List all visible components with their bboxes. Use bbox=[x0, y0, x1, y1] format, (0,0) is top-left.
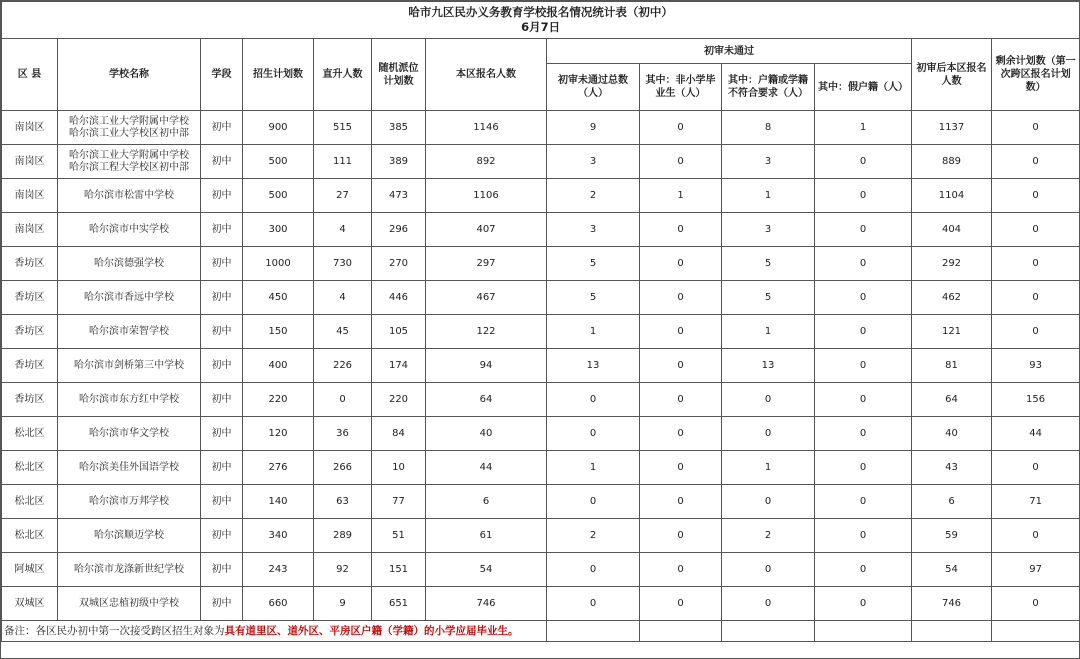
cell-remaining: 97 bbox=[992, 553, 1080, 587]
cell-school bbox=[58, 281, 201, 315]
cell-stage: 初中 bbox=[201, 179, 243, 213]
cell-failed-total: 5 bbox=[547, 247, 640, 281]
cell-direct: 289 bbox=[314, 519, 372, 553]
cell-direct: 515 bbox=[314, 111, 372, 145]
note-empty-cell bbox=[547, 621, 640, 642]
cell-failed-total: 0 bbox=[547, 587, 640, 621]
header-after-review: 初审后本区报名人数 bbox=[912, 39, 992, 111]
cell-local-apply: 407 bbox=[426, 213, 547, 247]
header-failed-group: 初审未通过 bbox=[547, 39, 912, 64]
school-name-line: 哈尔滨市龙涤新世纪学校 bbox=[74, 563, 184, 575]
note-empty-cell bbox=[992, 621, 1080, 642]
cell-random: 151 bbox=[372, 553, 426, 587]
table-row bbox=[2, 519, 1080, 553]
cell-local-apply: 1106 bbox=[426, 179, 547, 213]
cell-plan: 340 bbox=[243, 519, 314, 553]
cell-stage: 初中 bbox=[201, 111, 243, 145]
cell-district: 南岗区 bbox=[2, 111, 58, 145]
cell-fake-hukou: 0 bbox=[815, 281, 912, 315]
school-name-line: 哈尔滨工程大学校区初中部 bbox=[69, 161, 189, 173]
cell-after-review: 40 bbox=[912, 417, 992, 451]
cell-hukou: 1 bbox=[722, 451, 815, 485]
cell-plan: 500 bbox=[243, 179, 314, 213]
cell-district: 双城区 bbox=[2, 587, 58, 621]
cell-failed-total: 2 bbox=[547, 519, 640, 553]
cell-local-apply: 122 bbox=[426, 315, 547, 349]
cell-direct: 45 bbox=[314, 315, 372, 349]
cell-random: 220 bbox=[372, 383, 426, 417]
table-row bbox=[2, 349, 1080, 383]
cell-hukou: 5 bbox=[722, 281, 815, 315]
cell-plan: 150 bbox=[243, 315, 314, 349]
cell-non-grad: 0 bbox=[640, 587, 722, 621]
table-row bbox=[2, 315, 1080, 349]
cell-random: 473 bbox=[372, 179, 426, 213]
cell-stage: 初中 bbox=[201, 519, 243, 553]
cell-direct: 63 bbox=[314, 485, 372, 519]
cell-non-grad: 0 bbox=[640, 519, 722, 553]
cell-plan: 220 bbox=[243, 383, 314, 417]
cell-random: 105 bbox=[372, 315, 426, 349]
cell-plan: 140 bbox=[243, 485, 314, 519]
table-row bbox=[2, 213, 1080, 247]
header-local-apply: 本区报名人数 bbox=[426, 39, 547, 111]
cell-after-review: 81 bbox=[912, 349, 992, 383]
table-title: 哈市九区民办义务教育学校报名情况统计表（初中） bbox=[408, 5, 673, 19]
table-row bbox=[2, 451, 1080, 485]
cell-hukou: 5 bbox=[722, 247, 815, 281]
header-non-grad: 其中：非小学毕业生（人） bbox=[640, 64, 722, 111]
cell-random: 10 bbox=[372, 451, 426, 485]
cell-non-grad: 0 bbox=[640, 417, 722, 451]
table-row bbox=[2, 111, 1080, 145]
cell-direct: 226 bbox=[314, 349, 372, 383]
cell-school bbox=[58, 587, 201, 621]
cell-non-grad: 0 bbox=[640, 485, 722, 519]
cell-district: 香坊区 bbox=[2, 383, 58, 417]
cell-after-review: 746 bbox=[912, 587, 992, 621]
cell-failed-total: 0 bbox=[547, 417, 640, 451]
cell-stage: 初中 bbox=[201, 145, 243, 179]
cell-failed-total: 0 bbox=[547, 485, 640, 519]
cell-non-grad: 0 bbox=[640, 383, 722, 417]
cell-after-review: 59 bbox=[912, 519, 992, 553]
cell-random: 446 bbox=[372, 281, 426, 315]
cell-non-grad: 0 bbox=[640, 111, 722, 145]
note-empty-cell bbox=[912, 621, 992, 642]
cell-direct: 36 bbox=[314, 417, 372, 451]
header-hukou: 其中：户籍或学籍不符合要求（人） bbox=[722, 64, 815, 111]
cell-non-grad: 1 bbox=[640, 179, 722, 213]
cell-plan: 500 bbox=[243, 145, 314, 179]
cell-hukou: 3 bbox=[722, 213, 815, 247]
cell-district: 香坊区 bbox=[2, 281, 58, 315]
table-row bbox=[2, 145, 1080, 179]
cell-local-apply: 64 bbox=[426, 383, 547, 417]
school-name-line: 哈尔滨工业大学附属中学校 bbox=[69, 149, 189, 161]
cell-school bbox=[58, 349, 201, 383]
cell-school bbox=[58, 213, 201, 247]
cell-failed-total: 2 bbox=[547, 179, 640, 213]
cell-remaining: 0 bbox=[992, 111, 1080, 145]
cell-district: 阿城区 bbox=[2, 553, 58, 587]
header-stage: 学段 bbox=[201, 39, 243, 111]
cell-non-grad: 0 bbox=[640, 281, 722, 315]
cell-fake-hukou: 0 bbox=[815, 451, 912, 485]
cell-fake-hukou: 0 bbox=[815, 315, 912, 349]
cell-hukou: 0 bbox=[722, 485, 815, 519]
cell-fake-hukou: 0 bbox=[815, 179, 912, 213]
cell-hukou: 13 bbox=[722, 349, 815, 383]
cell-after-review: 1104 bbox=[912, 179, 992, 213]
school-name-line: 哈尔滨美佳外国语学校 bbox=[79, 461, 179, 473]
cell-local-apply: 297 bbox=[426, 247, 547, 281]
cell-after-review: 889 bbox=[912, 145, 992, 179]
cell-direct: 111 bbox=[314, 145, 372, 179]
cell-direct: 266 bbox=[314, 451, 372, 485]
cell-after-review: 43 bbox=[912, 451, 992, 485]
school-name-line: 哈尔滨市松雷中学校 bbox=[84, 189, 174, 201]
cell-failed-total: 9 bbox=[547, 111, 640, 145]
school-name-line: 哈尔滨工业大学附属中学校 bbox=[69, 115, 189, 127]
cell-hukou: 0 bbox=[722, 417, 815, 451]
header-district: 区 县 bbox=[2, 39, 58, 111]
cell-fake-hukou: 0 bbox=[815, 247, 912, 281]
school-name-line: 哈尔滨顺迈学校 bbox=[94, 529, 164, 541]
cell-stage: 初中 bbox=[201, 587, 243, 621]
note-empty-cell bbox=[640, 621, 722, 642]
cell-local-apply: 44 bbox=[426, 451, 547, 485]
cell-plan: 243 bbox=[243, 553, 314, 587]
cell-random: 84 bbox=[372, 417, 426, 451]
cell-after-review: 292 bbox=[912, 247, 992, 281]
header-remaining: 剩余计划数（第一次跨区报名计划数） bbox=[992, 39, 1080, 111]
cell-direct: 27 bbox=[314, 179, 372, 213]
cell-failed-total: 13 bbox=[547, 349, 640, 383]
cell-school bbox=[58, 553, 201, 587]
cell-plan: 276 bbox=[243, 451, 314, 485]
cell-direct: 730 bbox=[314, 247, 372, 281]
cell-fake-hukou: 0 bbox=[815, 519, 912, 553]
school-name-line: 哈尔滨市万邦学校 bbox=[89, 495, 169, 507]
note-empty-cell bbox=[722, 621, 815, 642]
cell-remaining: 0 bbox=[992, 281, 1080, 315]
cell-remaining: 0 bbox=[992, 451, 1080, 485]
cell-plan: 450 bbox=[243, 281, 314, 315]
cell-hukou: 0 bbox=[722, 553, 815, 587]
table-title-cell bbox=[2, 2, 1080, 39]
cell-school bbox=[58, 145, 201, 179]
cell-local-apply: 94 bbox=[426, 349, 547, 383]
cell-after-review: 462 bbox=[912, 281, 992, 315]
table-row bbox=[2, 553, 1080, 587]
note-highlight: 具有道里区、道外区、平房区户籍（学籍）的小学应届毕业生。 bbox=[224, 624, 519, 637]
cell-remaining: 0 bbox=[992, 145, 1080, 179]
cell-school bbox=[58, 179, 201, 213]
cell-school bbox=[58, 519, 201, 553]
table-date: 6月7日 bbox=[521, 20, 561, 34]
cell-non-grad: 0 bbox=[640, 349, 722, 383]
cell-fake-hukou: 0 bbox=[815, 417, 912, 451]
cell-random: 77 bbox=[372, 485, 426, 519]
table-row bbox=[2, 587, 1080, 621]
school-name-line: 哈尔滨工业大学校区初中部 bbox=[69, 127, 189, 139]
cell-failed-total: 3 bbox=[547, 213, 640, 247]
cell-remaining: 0 bbox=[992, 179, 1080, 213]
cell-random: 296 bbox=[372, 213, 426, 247]
table-row bbox=[2, 485, 1080, 519]
cell-failed-total: 3 bbox=[547, 145, 640, 179]
cell-fake-hukou: 0 bbox=[815, 213, 912, 247]
cell-stage: 初中 bbox=[201, 315, 243, 349]
cell-district: 松北区 bbox=[2, 485, 58, 519]
cell-after-review: 6 bbox=[912, 485, 992, 519]
cell-stage: 初中 bbox=[201, 485, 243, 519]
cell-remaining: 44 bbox=[992, 417, 1080, 451]
cell-local-apply: 6 bbox=[426, 485, 547, 519]
cell-fake-hukou: 0 bbox=[815, 383, 912, 417]
school-name-line: 哈尔滨市香远中学校 bbox=[84, 291, 174, 303]
cell-direct: 4 bbox=[314, 213, 372, 247]
cell-non-grad: 0 bbox=[640, 247, 722, 281]
cell-district: 香坊区 bbox=[2, 247, 58, 281]
cell-plan: 120 bbox=[243, 417, 314, 451]
cell-remaining: 0 bbox=[992, 315, 1080, 349]
cell-district: 香坊区 bbox=[2, 315, 58, 349]
cell-non-grad: 0 bbox=[640, 145, 722, 179]
cell-plan: 660 bbox=[243, 587, 314, 621]
header-school: 学校名称 bbox=[58, 39, 201, 111]
cell-direct: 0 bbox=[314, 383, 372, 417]
cell-direct: 92 bbox=[314, 553, 372, 587]
cell-district: 松北区 bbox=[2, 417, 58, 451]
cell-direct: 9 bbox=[314, 587, 372, 621]
table-row bbox=[2, 417, 1080, 451]
cell-failed-total: 0 bbox=[547, 553, 640, 587]
cell-failed-total: 0 bbox=[547, 383, 640, 417]
table-row bbox=[2, 281, 1080, 315]
cell-fake-hukou: 0 bbox=[815, 553, 912, 587]
cell-fake-hukou: 0 bbox=[815, 145, 912, 179]
cell-school bbox=[58, 451, 201, 485]
cell-fake-hukou: 1 bbox=[815, 111, 912, 145]
table-row bbox=[2, 383, 1080, 417]
cell-hukou: 0 bbox=[722, 587, 815, 621]
cell-school bbox=[58, 247, 201, 281]
cell-local-apply: 746 bbox=[426, 587, 547, 621]
cell-remaining: 0 bbox=[992, 519, 1080, 553]
cell-fake-hukou: 0 bbox=[815, 485, 912, 519]
cell-district: 南岗区 bbox=[2, 145, 58, 179]
cell-after-review: 404 bbox=[912, 213, 992, 247]
cell-random: 174 bbox=[372, 349, 426, 383]
cell-hukou: 8 bbox=[722, 111, 815, 145]
cell-district: 南岗区 bbox=[2, 179, 58, 213]
header-fake-hukou: 其中：假户籍（人） bbox=[815, 64, 912, 111]
cell-random: 270 bbox=[372, 247, 426, 281]
cell-hukou: 1 bbox=[722, 315, 815, 349]
cell-non-grad: 0 bbox=[640, 213, 722, 247]
cell-hukou: 2 bbox=[722, 519, 815, 553]
cell-failed-total: 1 bbox=[547, 451, 640, 485]
cell-local-apply: 61 bbox=[426, 519, 547, 553]
cell-remaining: 156 bbox=[992, 383, 1080, 417]
cell-failed-total: 1 bbox=[547, 315, 640, 349]
cell-stage: 初中 bbox=[201, 451, 243, 485]
cell-remaining: 0 bbox=[992, 247, 1080, 281]
cell-after-review: 64 bbox=[912, 383, 992, 417]
cell-remaining: 93 bbox=[992, 349, 1080, 383]
header-failed-total: 初审未通过总数（人） bbox=[547, 64, 640, 111]
note-cell bbox=[2, 621, 547, 642]
cell-plan: 300 bbox=[243, 213, 314, 247]
cell-hukou: 0 bbox=[722, 383, 815, 417]
cell-failed-total: 5 bbox=[547, 281, 640, 315]
cell-random: 651 bbox=[372, 587, 426, 621]
school-name-line: 哈尔滨市中实学校 bbox=[89, 223, 169, 235]
cell-local-apply: 467 bbox=[426, 281, 547, 315]
cell-hukou: 1 bbox=[722, 179, 815, 213]
cell-after-review: 1137 bbox=[912, 111, 992, 145]
school-name-line: 哈尔滨市荣智学校 bbox=[89, 325, 169, 337]
note-prefix: 备注：各区民办初中第一次接受跨区招生对象为 bbox=[4, 624, 225, 637]
school-name-line: 双城区忠植初级中学校 bbox=[79, 597, 179, 609]
cell-stage: 初中 bbox=[201, 553, 243, 587]
cell-remaining: 71 bbox=[992, 485, 1080, 519]
cell-direct: 4 bbox=[314, 281, 372, 315]
school-name-line: 哈尔滨市剑桥第三中学校 bbox=[74, 359, 184, 371]
table-row bbox=[2, 247, 1080, 281]
cell-plan: 400 bbox=[243, 349, 314, 383]
cell-fake-hukou: 0 bbox=[815, 587, 912, 621]
cell-remaining: 0 bbox=[992, 213, 1080, 247]
cell-random: 389 bbox=[372, 145, 426, 179]
cell-stage: 初中 bbox=[201, 213, 243, 247]
cell-district: 松北区 bbox=[2, 519, 58, 553]
cell-fake-hukou: 0 bbox=[815, 349, 912, 383]
cell-non-grad: 0 bbox=[640, 315, 722, 349]
cell-local-apply: 54 bbox=[426, 553, 547, 587]
cell-non-grad: 0 bbox=[640, 553, 722, 587]
cell-district: 南岗区 bbox=[2, 213, 58, 247]
cell-school bbox=[58, 111, 201, 145]
cell-local-apply: 892 bbox=[426, 145, 547, 179]
cell-stage: 初中 bbox=[201, 247, 243, 281]
cell-district: 香坊区 bbox=[2, 349, 58, 383]
note-empty-cell bbox=[815, 621, 912, 642]
cell-school bbox=[58, 485, 201, 519]
header-direct: 直升人数 bbox=[314, 39, 372, 111]
school-name-line: 哈尔滨市东方红中学校 bbox=[79, 393, 179, 405]
school-name-line: 哈尔滨市华文学校 bbox=[89, 427, 169, 439]
header-random: 随机派位计划数 bbox=[372, 39, 426, 111]
cell-remaining: 0 bbox=[992, 587, 1080, 621]
cell-stage: 初中 bbox=[201, 281, 243, 315]
cell-district: 松北区 bbox=[2, 451, 58, 485]
cell-stage: 初中 bbox=[201, 349, 243, 383]
cell-random: 51 bbox=[372, 519, 426, 553]
cell-plan: 1000 bbox=[243, 247, 314, 281]
table-row bbox=[2, 179, 1080, 213]
cell-after-review: 121 bbox=[912, 315, 992, 349]
cell-hukou: 3 bbox=[722, 145, 815, 179]
cell-after-review: 54 bbox=[912, 553, 992, 587]
cell-non-grad: 0 bbox=[640, 451, 722, 485]
cell-school bbox=[58, 383, 201, 417]
school-name-line: 哈尔滨德强学校 bbox=[94, 257, 164, 269]
cell-local-apply: 1146 bbox=[426, 111, 547, 145]
cell-stage: 初中 bbox=[201, 417, 243, 451]
cell-random: 385 bbox=[372, 111, 426, 145]
header-plan: 招生计划数 bbox=[243, 39, 314, 111]
cell-local-apply: 40 bbox=[426, 417, 547, 451]
cell-school bbox=[58, 417, 201, 451]
cell-school bbox=[58, 315, 201, 349]
cell-plan: 900 bbox=[243, 111, 314, 145]
enrollment-table bbox=[1, 1, 1080, 642]
cell-stage: 初中 bbox=[201, 383, 243, 417]
